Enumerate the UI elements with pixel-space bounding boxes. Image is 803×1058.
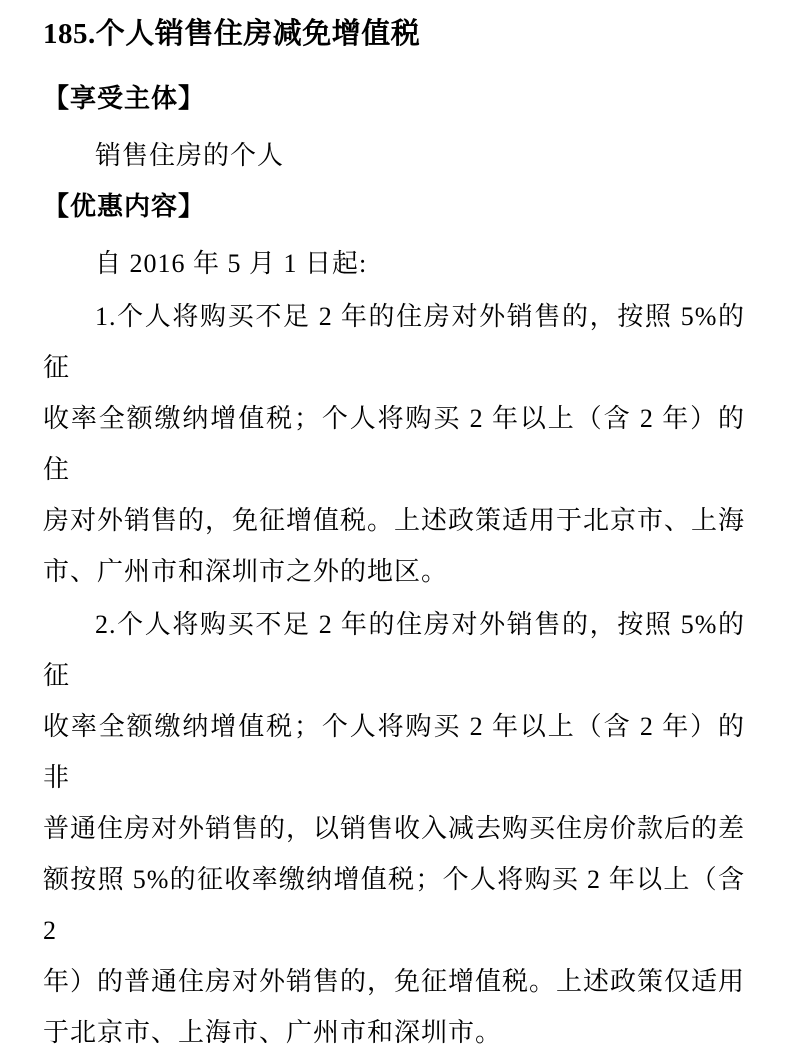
paragraph-line: 2.个人将购买不足 2 年的住房对外销售的，按照 5%的征	[43, 610, 745, 690]
paragraph-line: 自 2016 年 5 月 1 日起:	[95, 249, 368, 278]
paragraph	[43, 291, 745, 597]
paragraph	[43, 130, 745, 181]
paragraph	[43, 599, 745, 1058]
document-title: 185.个人销售住房减免增值税	[43, 18, 421, 50]
paragraph	[43, 238, 745, 289]
paragraph-line: 收率全额缴纳增值税；个人将购买 2 年以上（含 2 年）的住	[43, 404, 745, 484]
document-sections	[43, 73, 745, 1058]
paragraph-line: 额按照 5%的征收率缴纳增值税；个人将购买 2 年以上（含 2	[43, 865, 745, 945]
paragraph-line: 房对外销售的，免征增值税。上述政策适用于北京市、上海	[43, 506, 746, 535]
paragraph-line: 于北京市、上海市、广州市和深圳市。	[43, 1018, 503, 1047]
paragraph-line: 市、广州市和深圳市之外的地区。	[43, 557, 449, 586]
section-heading: 【享受主体】	[43, 84, 206, 113]
paragraph-line: 收率全额缴纳增值税；个人将购买 2 年以上（含 2 年）的非	[43, 712, 745, 792]
paragraph-line: 普通住房对外销售的，以销售收入减去购买住房价款后的差	[43, 814, 746, 843]
paragraph-line: 销售住房的个人	[95, 141, 285, 170]
paragraph-line: 年）的普通住房对外销售的，免征增值税。上述政策仅适用	[43, 967, 746, 996]
paragraph-line: 1.个人将购买不足 2 年的住房对外销售的，按照 5%的征	[43, 302, 745, 382]
section-heading: 【优惠内容】	[43, 192, 206, 221]
